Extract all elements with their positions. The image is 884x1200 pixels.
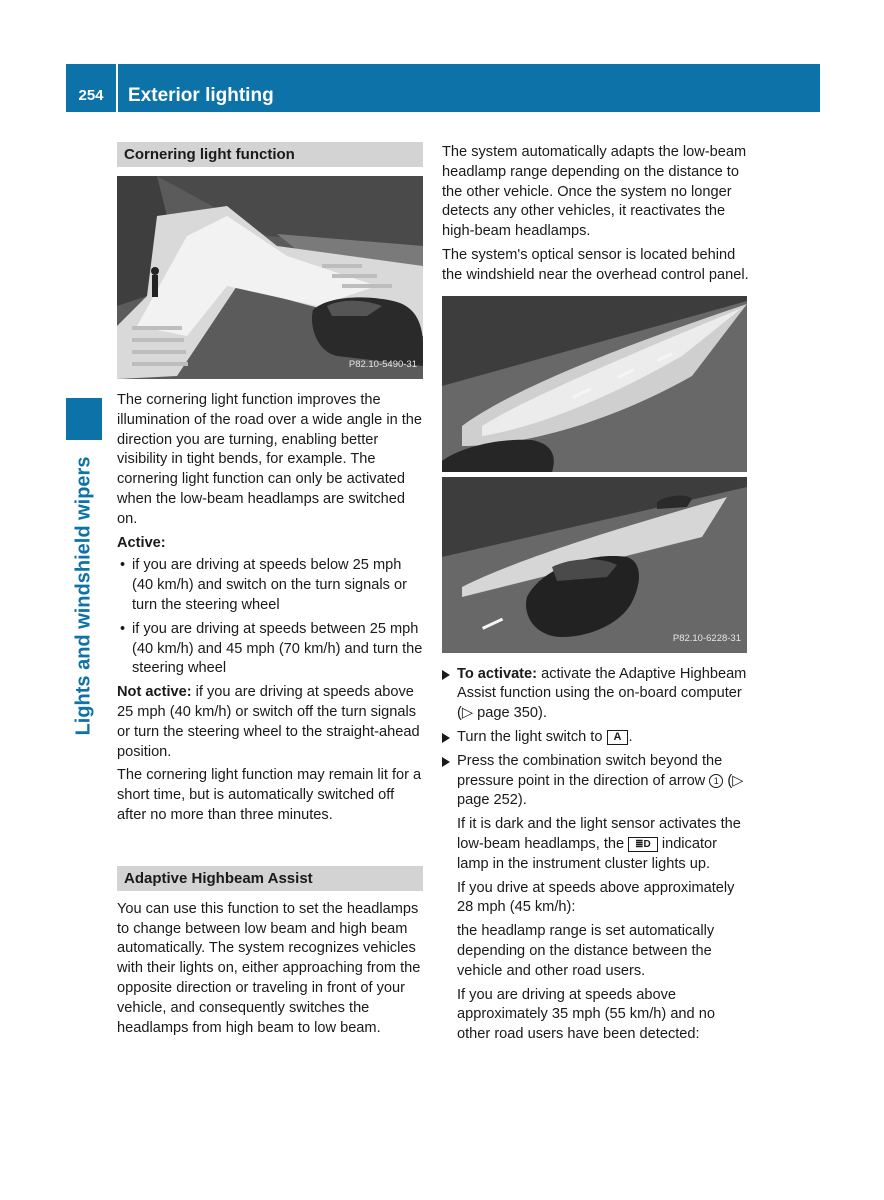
- figure-cornering-light: [117, 176, 423, 379]
- figure-code: P82.10-6228-31: [672, 632, 741, 644]
- sidebar-section-label: Lights and windshield wipers: [72, 456, 95, 736]
- speed-condition-1: If you drive at speeds above approximately 28 mph (45 km/h):: [457, 879, 735, 916]
- range-adaptation-text: The system automatically adapts the low-beam headlamp range depending on the distance to the other vehicle. Once the system no longer detects any other vehicles, it reactivates the high-beam headlamps.: [442, 144, 747, 240]
- activation-steps: [442, 665, 750, 1045]
- auto-light-switch-icon: A: [607, 730, 629, 745]
- cornering-timeout-note: The cornering light function may remain lit for a short time, but is automatically switched off after no more than three minutes.: [117, 767, 422, 823]
- indicator-text: If it is dark and the light sensor activates the low-beam headlamps, the: [457, 816, 741, 852]
- sensor-location-text: The system's optical sensor is located behind the windshield near the overhead control panel.: [442, 246, 749, 283]
- arrow-number-icon: 1: [709, 774, 723, 788]
- step-text: activate the Adaptive Highbeam Assist function using the on-board computer (▷ page 350).: [457, 665, 747, 722]
- not-active-label: Not active:: [117, 684, 192, 701]
- page-header: [66, 64, 820, 112]
- indicator-text-end: indicator lamp in the instrument cluster lights up.: [457, 835, 717, 872]
- header-divider: [116, 64, 118, 112]
- highbeam-illustration-top: [442, 296, 747, 472]
- active-label: Active:: [117, 534, 166, 551]
- sidebar-tab: [66, 398, 102, 440]
- figure-code: P82.10-5490-31: [348, 359, 417, 371]
- step-arrow-icon: [442, 757, 450, 767]
- step-activate: [442, 665, 750, 724]
- step-text-page-ref: (▷ page 252).: [457, 772, 744, 809]
- section-heading-highbeam: Adaptive Highbeam Assist: [117, 866, 423, 891]
- not-active-paragraph: [117, 683, 423, 762]
- figure-highbeam: [442, 296, 747, 653]
- chapter-title: Exterior lighting: [128, 85, 274, 106]
- cornering-illustration: [117, 176, 423, 379]
- list-item: • if you are driving at speeds between 25 mph (40 km/h) and 45 mph (70 km/h) and turn the steering wheel: [117, 620, 423, 679]
- step-combination-switch: [442, 752, 750, 1045]
- highbeam-description: You can use this function to set the headlamps to change between low beam and high beam automatically. The system recognizes vehicles with their lights on, either approaching from the opposite direction or traveling in front of your vehicle, and consequently switches the headlamps from high beam to low beam.: [117, 900, 421, 1036]
- list-item: • if you are driving at speeds below 25 mph (40 km/h) and switch on the turn signals or turn the steering wheel: [117, 556, 423, 615]
- step-text: Press the combination switch beyond the pressure point in the direction of arrow: [457, 752, 723, 789]
- page-number: 254: [78, 87, 104, 104]
- step-light-switch: [442, 728, 750, 748]
- step-label: To activate:: [457, 665, 538, 682]
- highbeam-assist-indicator-icon: ≣D: [628, 837, 658, 852]
- section-spacer: [117, 830, 423, 866]
- section-heading-cornering: Cornering light function: [117, 142, 423, 167]
- step-arrow-icon: [442, 670, 450, 680]
- speed-condition-2: If you are driving at speeds above approximately 35 mph (55 km/h) and no other road users have been detected:: [457, 986, 715, 1043]
- step-text-end: .: [628, 728, 633, 745]
- step-text: Turn the light switch to: [457, 728, 607, 745]
- right-column: [442, 143, 750, 1049]
- highbeam-scene-top: [442, 296, 747, 472]
- step-arrow-icon: [442, 733, 450, 743]
- highbeam-illustration-bottom: [442, 477, 747, 653]
- left-column: [117, 142, 423, 1042]
- cornering-scene: [117, 176, 423, 379]
- active-conditions-list: [117, 556, 423, 679]
- highbeam-scene-bottom: [442, 477, 747, 653]
- cornering-description: The cornering light function improves the illumination of the road over a wide angle in the direction you are turning, enabling better visibility in tight bends, for example. The cornering light function can only be activated when the low-beam headlamps are switched on.: [117, 392, 423, 527]
- not-active-text: if you are driving at speeds above 25 mph (40 km/h) or switch off the turn signals or turn the steering wheel to the straight-ahead position.: [117, 684, 420, 760]
- speed-result-1: the headlamp range is set automatically depending on the distance between the vehicle and other road users.: [457, 923, 715, 979]
